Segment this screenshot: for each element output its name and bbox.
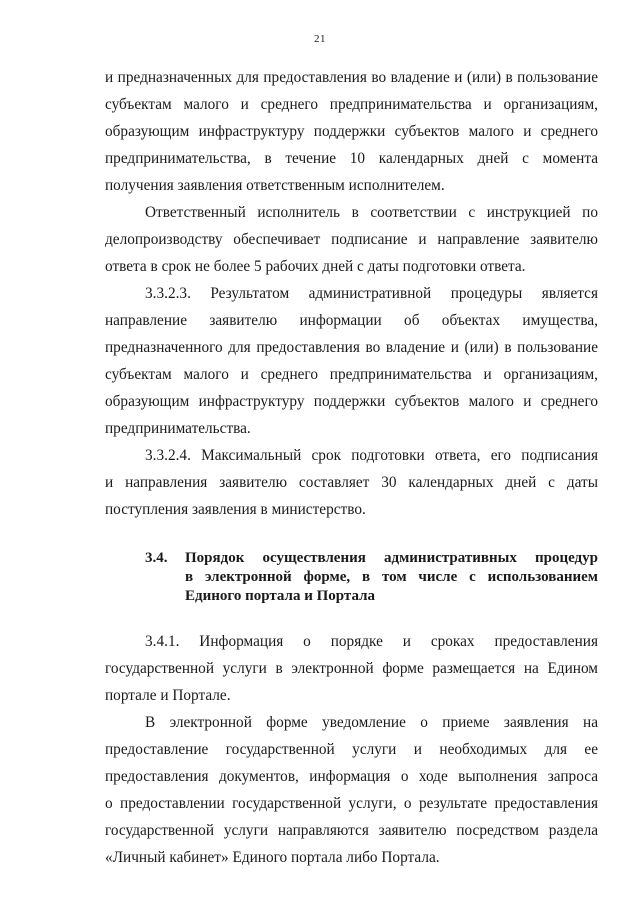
text-line: образующим инфраструктуру поддержки субъектов малого и среднего (105, 393, 598, 410)
text-line: 3.3.2.4. Максимальный срок подготовки ответа, его подписания (145, 447, 598, 464)
text-line: о предоставлении государственной услуги, о результате предоставления (105, 795, 598, 812)
text-line: поступления заявления в министерство. (105, 501, 366, 518)
paragraph-electronic-notification (105, 709, 598, 871)
document-body (105, 64, 598, 871)
text-line: предпринимательства, в течение 10 календарных дней с момента (105, 150, 598, 167)
section-number: 3.4. (145, 550, 168, 566)
section-title-line: в электронной форме, в том числе с использованием (185, 569, 598, 585)
section-title (185, 549, 598, 606)
paragraph-responsible-executor (105, 199, 598, 280)
text-line: 3.3.2.3. Результатом административной процедуры является (145, 285, 598, 302)
paragraph-continuation (105, 64, 598, 199)
paragraph-3-3-2-4 (105, 442, 598, 523)
text-line: государственной услуги в электронной форме размещается на Едином (105, 660, 598, 677)
page-number: 21 (314, 33, 326, 45)
text-line: предоставления документов, информация о ходе выполнения запроса (105, 768, 598, 785)
text-line: субъектам малого и среднего предпринимательства и организациям, (105, 96, 598, 113)
text-line: Ответственный исполнитель в соответствии с инструкцией по (145, 204, 598, 221)
text-line: субъектам малого и среднего предпринимательства и организациям, (105, 366, 598, 383)
text-line: ответа в срок не более 5 рабочих дней с даты подготовки ответа. (105, 258, 526, 275)
text-line: предоставление государственной услуги и необходимых для ее (105, 741, 598, 758)
section-title-line: Единого портала и Портала (185, 588, 376, 604)
text-line: 3.4.1. Информация о порядке и сроках предоставления (145, 633, 598, 650)
paragraph-3-4-1 (105, 628, 598, 709)
section-heading-3-4 (105, 549, 598, 606)
text-line: предпринимательства. (105, 420, 251, 437)
text-line: направление заявителю информации об объектах имущества, (105, 312, 598, 329)
text-line: В электронной форме уведомление о приеме заявления на (145, 714, 598, 731)
text-line: образующим инфраструктуру поддержки субъектов малого и среднего (105, 123, 598, 140)
section-title-line: Порядок осуществления административных процедур (185, 550, 598, 566)
text-line: получения заявления ответственным исполнителем. (105, 177, 445, 194)
text-line: и предназначенных для предоставления во владение и (или) в пользование (105, 69, 598, 86)
text-line: государственной услуги направляются заявителю посредством раздела (105, 822, 598, 839)
text-line: предназначенного для предоставления во владение и (или) в пользование (105, 339, 598, 356)
text-line: «Личный кабинет» Единого портала либо Портала. (105, 849, 440, 866)
text-line: делопроизводству обеспечивает подписание и направление заявителю (105, 231, 598, 248)
text-line: портале и Портале. (105, 687, 231, 704)
text-line: и направления заявителю составляет 30 календарных дней с даты (105, 474, 598, 491)
paragraph-3-3-2-3 (105, 280, 598, 442)
